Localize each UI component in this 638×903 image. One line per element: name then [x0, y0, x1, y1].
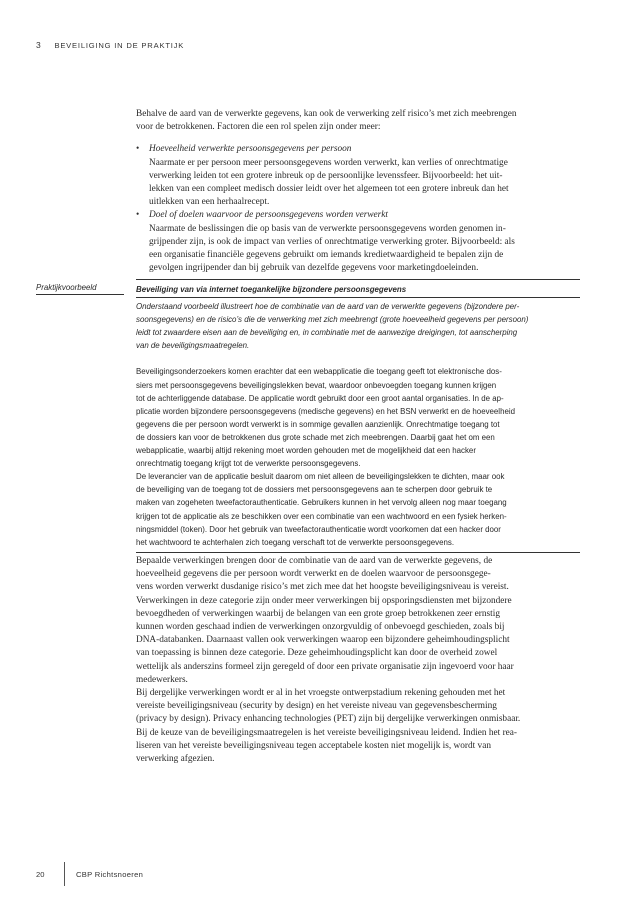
text-line: krijgen tot de applicatie als ze beschikken over een combinatie van een wachtwoord en een fysiek herken- [136, 511, 507, 521]
footer-divider [64, 862, 65, 886]
text-line: soonsgegevens) en de risico’s die de verwerking met zich meebrengt (grote hoeveelheid gegevens per persoon) [136, 315, 529, 325]
text-line: grijpender zijn, is ook de impact van verlies of onrechtmatige verwerking groter. Bijvoorbeeld: als [149, 236, 515, 247]
text-line: De leverancier van de applicatie besluit daarom om niet alleen de beveiligingslekken te dichten, maar ook [136, 472, 505, 482]
text-line: Verwerkingen in deze categorie zijn onder meer verwerkingen bij opsporingsdiensten met bijzondere [136, 595, 512, 606]
intro-paragraph [136, 108, 580, 134]
text-line: wettelijk als anderszins formeel zijn geregeld of door een private organisatie zijn ingevoerd voor haar [136, 661, 514, 672]
bullet-icon: • [136, 144, 140, 155]
text-line: een organisatie financiële gegevens gebruikt om iemands kredietwaardigheid te bepalen zijn de [149, 250, 504, 261]
text-line: lekken van een compleet medisch dossier leidt over het algemeen tot een grotere inbreuk dan het [149, 184, 509, 195]
bullet-icon: • [136, 210, 140, 221]
text-line: liseren van het vereiste beveiligingsniveau tegen acceptabele kosten niet mogelijk is, wordt van [136, 740, 491, 751]
practice-example-box [136, 283, 580, 553]
example-intro [136, 300, 580, 352]
chapter-number: 3 [36, 40, 42, 50]
text-line: tot de achterliggende database. De applicatie wordt gebruikt door een groot aantal organisaties. In de ap- [136, 393, 504, 403]
text-line: Bepaalde verwerkingen brengen door de combinatie van de aard van de verwerkte gegevens, de [136, 556, 493, 566]
text-line: Onderstaand voorbeeld illustreert hoe de combinatie van de aard van de verwerkte gegevens (bijzondere per- [136, 302, 520, 312]
text-line: gevolgen ingrijpender dan bij gebruik van dezelfde gegevens voor marketingdoeleinden. [149, 263, 479, 274]
bullet-title: Hoeveelheid verwerkte persoonsgegevens per persoon [149, 144, 352, 155]
text-line: DNA-databanken. Daarnaast vallen ook verwerkingen waarop een bijzondere geheimhoudingsplicht [136, 635, 510, 646]
text-line: onrechtmatig toegang krijgt tot de verwerkte persoonsgegevens. [136, 459, 361, 469]
text-line: het wachtwoord te achterhalen zich toegang verschaft tot de verwerkte persoonsgegevens. [136, 537, 455, 547]
text-line: kunnen worden geschaad indien de verwerkingen onzorgvuldig of onbevoegd geschieden, zoals bij [136, 622, 505, 633]
bullet-item-doel [136, 209, 580, 275]
text-line: Bij dergelijke verwerkingen wordt er al in het vroegste ontwerpstadium rekening gehouden met het [136, 688, 506, 699]
publication-name: CBP Richtsnoeren [76, 870, 144, 879]
bullet-title: Doel of doelen waarvoor de persoonsgegevens worden verwerkt [149, 210, 388, 221]
closing-section [136, 555, 580, 766]
text-line: medewerkers. [136, 674, 188, 685]
running-header [36, 40, 184, 50]
text-line: leidt tot zwaardere eisen aan de beveiliging en, in combinatie met de aanwezige dreigingen, tot aanscherping [136, 328, 518, 338]
intro-section [136, 108, 580, 280]
text-line: van toepassing is binnen deze categorie. Deze geheimhoudingsplicht kan door de overheid zowel [136, 648, 498, 659]
text-line: siers met persoonsgegevens beveiligingslekken bevat, waardoor onbevoegden toegang kunnen krijgen [136, 380, 497, 390]
text-line: uitlekken van een herhaalrecept. [149, 197, 270, 208]
text-line: hoeveelheid gegevens die per persoon wordt verwerkt en de doelen waarvoor de persoonsgege- [136, 569, 491, 580]
example-title: Beveiliging van via internet toegankelijke bijzondere persoonsgegevens [136, 283, 580, 298]
bullet-item-hoeveelheid [136, 143, 580, 209]
text-line: webapplicatie, waarbij altijd rekening moet worden gehouden met de mogelijkheid dat een hacker [136, 446, 476, 456]
text-line: Naarmate er per persoon meer persoonsgegevens worden verwerkt, kan verlies of onrechtmatige [149, 157, 508, 168]
text-line: (privacy by design). Privacy enhancing technologies (PET) zijn bij dergelijke verwerkingen onmisbaar. [136, 714, 521, 725]
example-side-label: Praktijkvoorbeeld [36, 283, 124, 295]
text-line: bevoegdheden of verwerkingen waarbij de belangen van een grote groep betrokkenen zeer ernstig [136, 608, 500, 619]
text-line: de beveiliging van de toegang tot de dossiers met persoonsgegevens aan te scherpen door gebruik te [136, 485, 493, 495]
text-line: ningsmiddel (token). Door het gebruik van tweefactorauthenticatie wordt voorkomen dat een hacker door [136, 524, 501, 534]
text-line: vereiste beveiligingsniveau (security by design) en het vereiste niveau van gegevensbescherming [136, 701, 497, 712]
text-line: voor de betrokkenen. Factoren die een rol spelen zijn onder meer: [136, 122, 381, 133]
text-line: plicatie worden bijzondere persoonsgegevens (medische gegevens) en het BSN verwerkt en de hoeveelheid [136, 406, 515, 416]
text-line: de dossiers kan voor de betrokkenen dus grote schade met zich meebrengen. Daarbij gaat het om een [136, 432, 495, 442]
text-line: vens worden verwerkt dusdanige risico’s met zich mee dat het hoogste beveiligingsniveau is vereist. [136, 582, 509, 593]
text-line: verwerking afgezien. [136, 754, 215, 765]
text-line: Behalve de aard van de verwerkte gegevens, kan ook de verwerking zelf risico’s met zich meebrengen [136, 109, 517, 119]
example-body [136, 365, 580, 548]
text-line: maken van zogeheten tweefactorauthenticatie. Gebruikers kunnen in het vervolg alleen nog maar toegang [136, 498, 507, 508]
chapter-title: BEVEILIGING IN DE PRAKTIJK [54, 41, 185, 50]
text-line: verwerking leiden tot een grotere inbreuk op de persoonlijke levenssfeer. Bijvoorbeeld: het uit- [149, 170, 503, 181]
text-line: Bij de keuze van de beveiligingsmaatregelen is het vereiste beveiligingsniveau leidend. Indien het rea- [136, 727, 518, 738]
text-line: gegevens die per persoon wordt verwerkt is in sommige gevallen aanzienlijk. Onrechtmatige toegang tot [136, 419, 500, 429]
page-number: 20 [36, 870, 45, 879]
closing-paragraph [136, 555, 580, 766]
text-line: van de beveiligingsmaatregelen. [136, 341, 250, 351]
text-line: Beveiligingsonderzoekers komen erachter dat een webapplicatie die toegang geeft tot elektronische dos- [136, 367, 502, 377]
text-line: Naarmate de beslissingen die op basis van de verwerkte persoonsgegevens worden genomen in- [149, 223, 506, 234]
